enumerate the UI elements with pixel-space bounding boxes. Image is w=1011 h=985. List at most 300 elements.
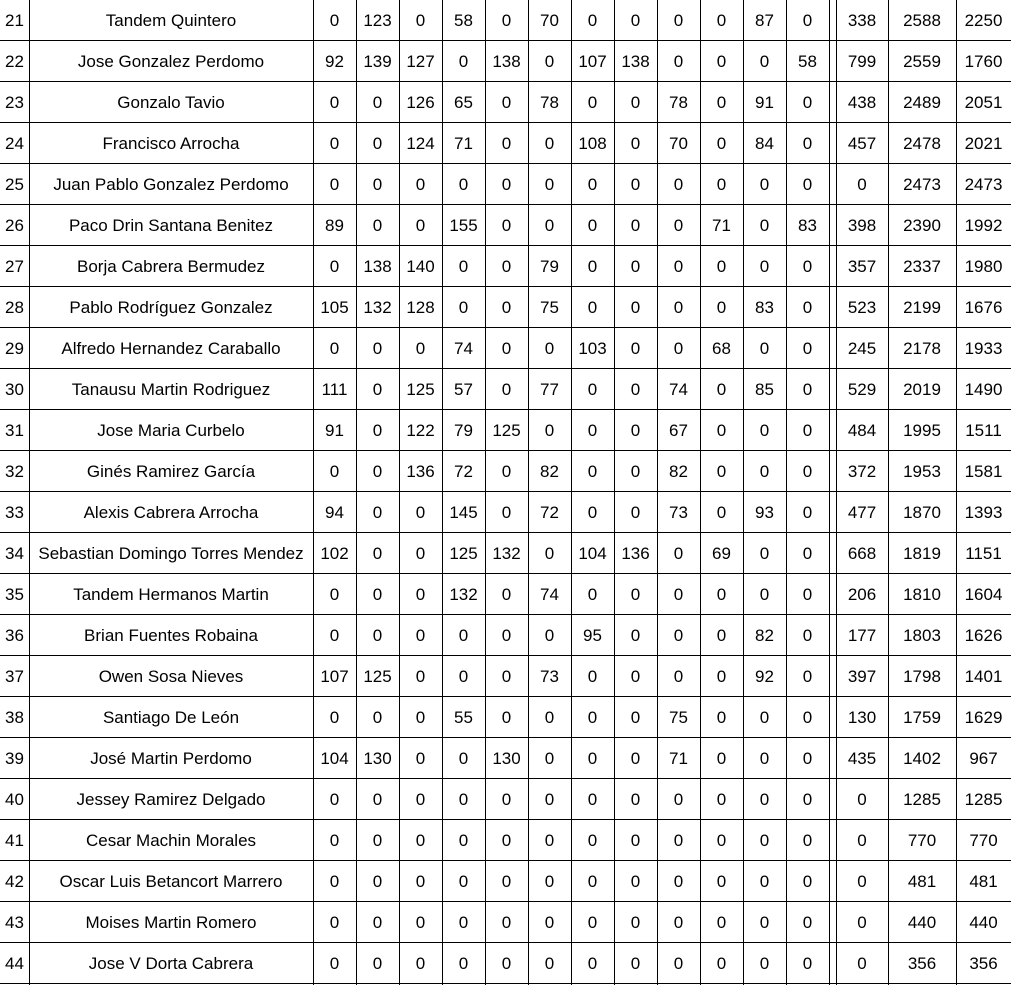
- score-cell: 0: [372, 544, 383, 563]
- points-cell: 1870: [903, 503, 941, 522]
- score-cell: 0: [372, 790, 383, 809]
- net-cell: 1285: [964, 790, 1003, 809]
- grid-line: [0, 368, 1011, 369]
- score-cell: 0: [544, 749, 555, 768]
- grid-line: [0, 122, 1011, 123]
- grid-line: [0, 778, 1011, 779]
- score-cell: 0: [673, 257, 684, 276]
- score-cell: 0: [501, 831, 512, 850]
- score-cell: 0: [630, 380, 641, 399]
- score-cell: 0: [630, 585, 641, 604]
- score-cell: 75: [540, 298, 559, 317]
- score-cell: 0: [587, 913, 598, 932]
- net-cell: 481: [969, 872, 998, 891]
- score-cell: 0: [716, 872, 727, 891]
- position-cell: 33: [5, 503, 24, 522]
- score-cell: 105: [320, 298, 349, 317]
- score-cell: 136: [406, 462, 435, 481]
- points-cell: 1798: [903, 667, 941, 686]
- grid-line: [956, 0, 957, 985]
- score-cell: 71: [669, 749, 688, 768]
- score-cell: 0: [458, 298, 469, 317]
- score-cell: 0: [329, 175, 340, 194]
- grid-line: [0, 696, 1011, 697]
- score-cell: 0: [544, 216, 555, 235]
- score-cell: 0: [673, 790, 684, 809]
- score-cell: 0: [415, 339, 426, 358]
- score-cell: 0: [544, 913, 555, 932]
- score-cell: 0: [630, 216, 641, 235]
- score-cell: 0: [329, 708, 340, 727]
- score-cell: 0: [716, 257, 727, 276]
- score-cell: 0: [802, 667, 813, 686]
- net-cell: 1401: [964, 667, 1003, 686]
- grid-line: [0, 286, 1011, 287]
- net-cell: 770: [969, 831, 998, 850]
- score-cell: 0: [759, 831, 770, 850]
- net-cell: 2021: [964, 134, 1003, 153]
- table-row: [0, 205, 1011, 246]
- grid-line: [0, 163, 1011, 164]
- position-cell: 32: [5, 462, 24, 481]
- net-cell: 1626: [964, 626, 1003, 645]
- name-cell: José Martin Perdomo: [90, 749, 252, 768]
- score-cell: 0: [458, 872, 469, 891]
- score-cell: 0: [587, 503, 598, 522]
- score-cell: 0: [501, 298, 512, 317]
- name-cell: Brian Fuentes Robaina: [84, 626, 258, 645]
- grid-line: [829, 0, 830, 985]
- score-cell: 0: [415, 11, 426, 30]
- score-cell: 0: [802, 749, 813, 768]
- score-cell: 130: [363, 749, 392, 768]
- position-cell: 30: [5, 380, 24, 399]
- score-cell: 0: [372, 339, 383, 358]
- score-cell: 136: [621, 544, 650, 563]
- score-cell: 0: [372, 462, 383, 481]
- position-cell: 26: [5, 216, 24, 235]
- points-cell: 356: [907, 954, 937, 973]
- score-cell: 0: [759, 913, 770, 932]
- score-cell: 0: [587, 749, 598, 768]
- score-cell: 0: [587, 462, 598, 481]
- score-cell: 0: [802, 462, 813, 481]
- score-cell: 0: [458, 831, 469, 850]
- score-cell: 0: [544, 872, 555, 891]
- score-cell: 83: [755, 298, 774, 317]
- score-cell: 0: [802, 831, 813, 850]
- score-cell: 0: [716, 585, 727, 604]
- score-cell: 0: [802, 626, 813, 645]
- score-cell: 0: [415, 175, 426, 194]
- score-cell: 0: [372, 421, 383, 440]
- score-cell: 0: [630, 790, 641, 809]
- score-cell: 132: [492, 544, 521, 563]
- score-cell: 0: [329, 831, 340, 850]
- score-cell: 0: [372, 134, 383, 153]
- score-cell: 0: [587, 216, 598, 235]
- grid-line: [29, 0, 30, 985]
- score-cell: 0: [759, 872, 770, 891]
- score-cell: 0: [673, 216, 684, 235]
- score-cell: 0: [802, 544, 813, 563]
- score-cell: 0: [673, 298, 684, 317]
- score-cell: 0: [458, 749, 469, 768]
- score-cell: 0: [716, 298, 727, 317]
- score-cell: 0: [587, 380, 598, 399]
- total-cell: 130: [847, 708, 877, 727]
- total-cell: 477: [847, 503, 877, 522]
- name-cell: Sebastian Domingo Torres Mendez: [38, 544, 304, 563]
- score-cell: 0: [501, 134, 512, 153]
- score-cell: 103: [578, 339, 607, 358]
- score-cell: 138: [363, 257, 392, 276]
- score-cell: 82: [540, 462, 559, 481]
- score-cell: 0: [415, 585, 426, 604]
- score-cell: 0: [716, 503, 727, 522]
- score-cell: 0: [716, 708, 727, 727]
- score-cell: 0: [372, 216, 383, 235]
- net-cell: 2051: [964, 93, 1003, 112]
- net-cell: 1151: [965, 544, 1002, 563]
- net-cell: 2473: [964, 175, 1003, 194]
- score-cell: 0: [329, 257, 340, 276]
- score-cell: 0: [716, 421, 727, 440]
- score-cell: 0: [544, 134, 555, 153]
- score-cell: 0: [587, 872, 598, 891]
- score-cell: 0: [587, 298, 598, 317]
- score-cell: 0: [458, 954, 469, 973]
- score-cell: 0: [802, 339, 813, 358]
- net-cell: 1490: [964, 380, 1003, 399]
- score-cell: 0: [802, 11, 813, 30]
- score-cell: 0: [716, 11, 727, 30]
- score-cell: 0: [458, 790, 469, 809]
- score-cell: 0: [501, 626, 512, 645]
- score-cell: 0: [716, 667, 727, 686]
- net-cell: 1980: [964, 257, 1003, 276]
- score-cell: 0: [630, 749, 641, 768]
- score-cell: 0: [458, 913, 469, 932]
- name-cell: Francisco Arrocha: [102, 134, 240, 153]
- score-cell: 0: [630, 626, 641, 645]
- net-cell: 1393: [964, 503, 1003, 522]
- score-cell: 0: [759, 339, 770, 358]
- score-cell: 0: [673, 175, 684, 194]
- position-cell: 40: [5, 790, 24, 809]
- total-cell: 438: [847, 93, 877, 112]
- table-row: [0, 451, 1011, 492]
- score-cell: 91: [755, 93, 774, 112]
- grid-line: [0, 614, 1011, 615]
- score-cell: 0: [372, 380, 383, 399]
- score-cell: 78: [669, 93, 688, 112]
- score-cell: 0: [673, 544, 684, 563]
- score-cell: 0: [802, 380, 813, 399]
- score-cell: 0: [716, 52, 727, 71]
- score-cell: 0: [372, 872, 383, 891]
- score-cell: 0: [673, 339, 684, 358]
- total-cell: 0: [857, 175, 867, 194]
- score-cell: 0: [415, 913, 426, 932]
- score-cell: 0: [716, 913, 727, 932]
- score-cell: 0: [415, 872, 426, 891]
- points-cell: 770: [907, 831, 937, 850]
- score-cell: 94: [325, 503, 344, 522]
- score-cell: 0: [329, 872, 340, 891]
- score-cell: 0: [329, 626, 340, 645]
- grid-line: [0, 204, 1011, 205]
- score-cell: 0: [587, 175, 598, 194]
- score-cell: 0: [329, 913, 340, 932]
- name-cell: Santiago De León: [102, 708, 240, 727]
- score-cell: 0: [544, 831, 555, 850]
- points-cell: 2588: [903, 11, 941, 30]
- points-cell: 1285: [903, 790, 941, 809]
- total-cell: 523: [847, 298, 877, 317]
- score-cell: 0: [716, 134, 727, 153]
- score-cell: 0: [501, 339, 512, 358]
- score-cell: 91: [325, 421, 344, 440]
- score-cell: 0: [415, 790, 426, 809]
- score-cell: 127: [406, 52, 435, 71]
- net-cell: 1933: [964, 339, 1003, 358]
- score-cell: 0: [587, 421, 598, 440]
- score-cell: 0: [630, 298, 641, 317]
- position-cell: 38: [5, 708, 24, 727]
- score-cell: 155: [449, 216, 478, 235]
- position-cell: 41: [5, 831, 24, 850]
- table-row: [0, 902, 1011, 943]
- position-cell: 37: [5, 667, 24, 686]
- grid-line: [0, 327, 1011, 328]
- score-cell: 0: [501, 872, 512, 891]
- score-cell: 79: [540, 257, 559, 276]
- score-cell: 77: [540, 380, 559, 399]
- table-row: [0, 779, 1011, 820]
- score-cell: 72: [454, 462, 473, 481]
- grid-line: [0, 491, 1011, 492]
- table-row: [0, 82, 1011, 123]
- score-cell: 0: [716, 175, 727, 194]
- position-cell: 27: [5, 257, 24, 276]
- name-cell: Alexis Cabrera Arrocha: [83, 503, 259, 522]
- grid-line: [313, 0, 314, 985]
- grid-line: [657, 0, 658, 985]
- score-cell: 71: [454, 134, 473, 153]
- name-cell: Jessey Ramirez Delgado: [76, 790, 266, 809]
- score-cell: 0: [415, 708, 426, 727]
- net-cell: 1604: [964, 585, 1003, 604]
- score-cell: 85: [755, 380, 774, 399]
- score-cell: 0: [630, 708, 641, 727]
- score-cell: 0: [372, 626, 383, 645]
- total-cell: 0: [857, 790, 867, 809]
- score-cell: 145: [449, 503, 478, 522]
- score-cell: 69: [712, 544, 731, 563]
- score-cell: 0: [630, 257, 641, 276]
- score-cell: 0: [802, 790, 813, 809]
- position-cell: 21: [5, 11, 24, 30]
- score-cell: 92: [325, 52, 344, 71]
- score-cell: 0: [587, 93, 598, 112]
- score-cell: 139: [363, 52, 392, 71]
- score-cell: 0: [759, 585, 770, 604]
- score-cell: 0: [415, 749, 426, 768]
- score-cell: 75: [669, 708, 688, 727]
- name-cell: Borja Cabrera Bermudez: [76, 257, 266, 276]
- grid-line: [571, 0, 572, 985]
- total-cell: 668: [847, 544, 877, 563]
- score-cell: 0: [501, 503, 512, 522]
- score-cell: 125: [449, 544, 478, 563]
- name-cell: Alfredo Hernandez Caraballo: [61, 339, 281, 358]
- score-cell: 0: [458, 175, 469, 194]
- score-cell: 0: [415, 216, 426, 235]
- points-cell: 440: [907, 913, 937, 932]
- score-cell: 0: [544, 790, 555, 809]
- score-cell: 95: [583, 626, 602, 645]
- score-cell: 0: [501, 790, 512, 809]
- score-cell: 108: [578, 134, 607, 153]
- net-cell: 967: [969, 749, 998, 768]
- name-cell: Paco Drin Santana Benitez: [68, 216, 274, 235]
- score-cell: 0: [372, 913, 383, 932]
- grid-line: [0, 245, 1011, 246]
- table-row: [0, 574, 1011, 615]
- position-cell: 31: [5, 421, 24, 440]
- score-cell: 0: [802, 503, 813, 522]
- name-cell: Cesar Machin Morales: [85, 831, 257, 850]
- score-cell: 0: [544, 52, 555, 71]
- score-cell: 74: [669, 380, 688, 399]
- score-cell: 58: [798, 52, 817, 71]
- table-row: [0, 328, 1011, 369]
- score-cell: 104: [320, 749, 349, 768]
- score-cell: 0: [587, 708, 598, 727]
- table-row: [0, 615, 1011, 656]
- grid-line: [0, 40, 1011, 41]
- total-cell: 0: [857, 872, 867, 891]
- net-cell: 1676: [964, 298, 1003, 317]
- table-row: [0, 0, 1011, 41]
- total-cell: 484: [847, 421, 877, 440]
- score-cell: 0: [802, 954, 813, 973]
- net-cell: 440: [969, 913, 998, 932]
- score-cell: 0: [587, 11, 598, 30]
- name-cell: Moises Martin Romero: [85, 913, 257, 932]
- score-cell: 83: [798, 216, 817, 235]
- score-cell: 0: [544, 339, 555, 358]
- table-row: [0, 41, 1011, 82]
- points-cell: 2489: [903, 93, 941, 112]
- total-cell: 372: [847, 462, 877, 481]
- score-cell: 132: [363, 298, 392, 317]
- score-cell: 0: [372, 585, 383, 604]
- score-cell: 107: [578, 52, 607, 71]
- score-cell: 58: [454, 11, 473, 30]
- score-cell: 0: [501, 708, 512, 727]
- grid-line: [0, 942, 1011, 943]
- score-cell: 0: [372, 503, 383, 522]
- points-cell: 1953: [903, 462, 941, 481]
- score-cell: 0: [759, 421, 770, 440]
- position-cell: 39: [5, 749, 24, 768]
- name-cell: Tanausu Martin Rodriguez: [71, 380, 271, 399]
- score-cell: 0: [501, 954, 512, 973]
- score-cell: 0: [329, 462, 340, 481]
- score-cell: 74: [540, 585, 559, 604]
- score-cell: 67: [669, 421, 688, 440]
- score-cell: 0: [458, 667, 469, 686]
- score-cell: 0: [630, 954, 641, 973]
- grid-line: [0, 983, 1011, 984]
- total-cell: 398: [847, 216, 877, 235]
- score-cell: 0: [716, 831, 727, 850]
- grid-line: [0, 573, 1011, 574]
- name-cell: Juan Pablo Gonzalez Perdomo: [53, 175, 289, 194]
- table-row: [0, 164, 1011, 205]
- table-row: [0, 820, 1011, 861]
- score-cell: 140: [406, 257, 435, 276]
- points-cell: 481: [907, 872, 937, 891]
- score-cell: 0: [587, 257, 598, 276]
- score-cell: 0: [716, 954, 727, 973]
- score-cell: 73: [669, 503, 688, 522]
- score-cell: 0: [501, 257, 512, 276]
- score-cell: 0: [458, 257, 469, 276]
- position-cell: 35: [5, 585, 24, 604]
- grid-line: [0, 737, 1011, 738]
- score-cell: 79: [454, 421, 473, 440]
- grid-line: [0, 819, 1011, 820]
- position-cell: 36: [5, 626, 24, 645]
- score-cell: 0: [759, 52, 770, 71]
- grid-line: [356, 0, 357, 985]
- score-cell: 72: [540, 503, 559, 522]
- score-cell: 138: [621, 52, 650, 71]
- grid-line: [399, 0, 400, 985]
- score-cell: 0: [544, 626, 555, 645]
- score-cell: 0: [759, 462, 770, 481]
- total-cell: 357: [847, 257, 877, 276]
- score-cell: 0: [501, 667, 512, 686]
- grid-line: [614, 0, 615, 985]
- points-cell: 1995: [903, 421, 941, 440]
- score-cell: 0: [673, 954, 684, 973]
- points-cell: 2337: [903, 257, 941, 276]
- score-cell: 84: [755, 134, 774, 153]
- score-cell: 92: [755, 667, 774, 686]
- grid-line: [442, 0, 443, 985]
- score-cell: 73: [540, 667, 559, 686]
- score-cell: 0: [501, 175, 512, 194]
- score-cell: 0: [802, 913, 813, 932]
- score-cell: 0: [630, 339, 641, 358]
- score-cell: 125: [492, 421, 521, 440]
- score-cell: 0: [329, 134, 340, 153]
- table-row: [0, 943, 1011, 984]
- position-cell: 44: [5, 954, 24, 973]
- score-cell: 0: [630, 503, 641, 522]
- score-cell: 0: [759, 708, 770, 727]
- net-cell: 1581: [964, 462, 1003, 481]
- score-cell: 0: [673, 667, 684, 686]
- score-cell: 0: [458, 52, 469, 71]
- name-cell: Jose V Dorta Cabrera: [88, 954, 254, 973]
- points-cell: 1810: [903, 585, 941, 604]
- points-cell: 1402: [903, 749, 941, 768]
